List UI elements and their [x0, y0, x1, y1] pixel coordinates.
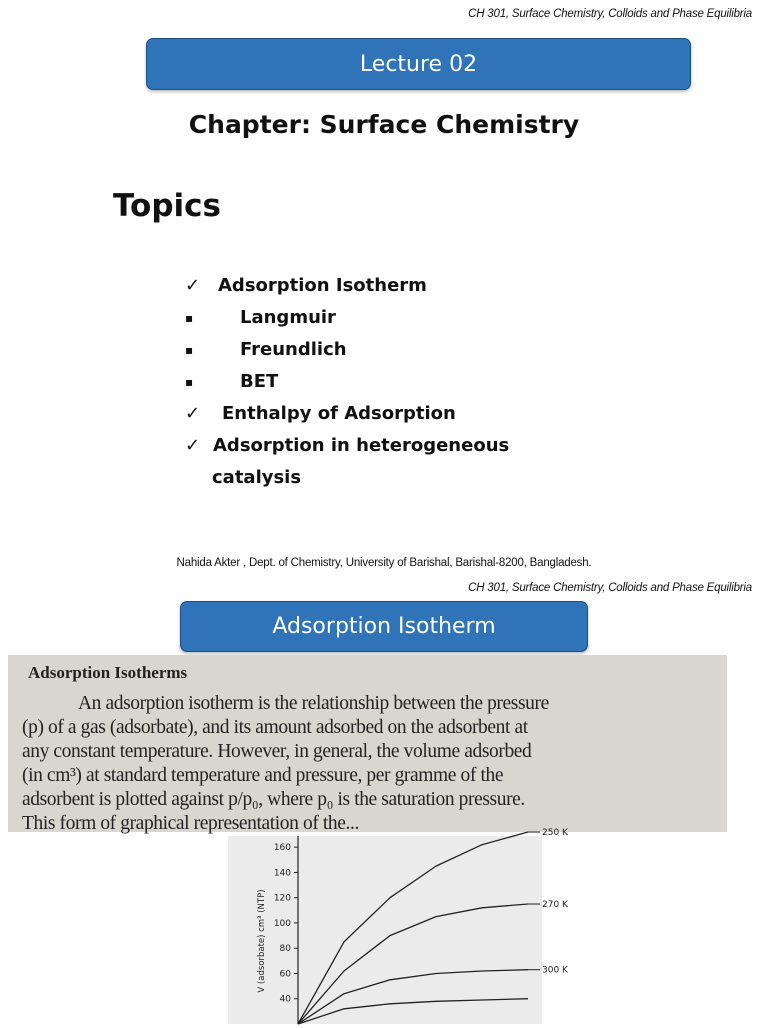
list-item	[185, 398, 605, 430]
y-tick-label: 160	[273, 843, 291, 854]
scanned-text-image	[8, 655, 727, 832]
square-bullet-icon: ▪	[185, 311, 194, 325]
y-tick-label: 120	[273, 893, 291, 904]
scan-line: (in cm³) at standard temperature and pressure, per gramme of the	[22, 765, 504, 786]
topics-list	[185, 270, 605, 494]
series-label: 300 K	[542, 965, 568, 976]
list-item	[185, 366, 605, 398]
list-item	[185, 430, 605, 462]
list-item-text: catalysis	[212, 467, 302, 488]
y-tick-label: 60	[279, 969, 291, 980]
list-item-text: Enthalpy of Adsorption	[222, 403, 456, 424]
series-line	[298, 970, 528, 1024]
list-item-text: Langmuir	[240, 307, 336, 328]
check-icon: ✓	[185, 403, 201, 424]
list-item	[185, 270, 605, 302]
y-tick-label: 80	[279, 944, 291, 955]
list-item-text: BET	[240, 371, 279, 392]
y-axis-label: V (adsorbate) cm³ (NTP)	[257, 889, 267, 993]
author-credit: Nahida Akter , Dept. of Chemistry, University of Barishal, Barishal-8200, Bangladesh.	[176, 557, 592, 569]
series-label: 250 K	[542, 828, 568, 839]
course-header: CH 301, Surface Chemistry, Colloids and Phase Equilibria	[468, 582, 752, 594]
y-tick-label: 100	[273, 918, 291, 929]
course-header: CH 301, Surface Chemistry, Colloids and Phase Equilibria	[468, 8, 752, 20]
list-item-text: Freundlich	[240, 339, 347, 360]
square-bullet-icon: ▪	[185, 343, 194, 357]
lecture-banner: Lecture 02	[146, 38, 691, 90]
isotherm-plot	[228, 828, 568, 1024]
y-tick-label: 40	[279, 994, 291, 1005]
scan-line: adsorbent is plotted against p/p₀, where p₀ is the saturation pressure.	[22, 789, 525, 810]
series-line	[298, 832, 528, 1024]
y-tick-label: 140	[273, 868, 291, 879]
check-icon: ✓	[185, 275, 201, 296]
scan-line: (p) of a gas (adsorbate), and its amount adsorbed on the adsorbent at	[22, 717, 528, 738]
series-line	[298, 904, 528, 1024]
chapter-title: Chapter: Surface Chemistry	[188, 110, 580, 139]
scan-line: any constant temperature. However, in general, the volume adsorbed	[22, 741, 532, 762]
scan-line: An adsorption isotherm is the relationship between the pressure	[78, 693, 549, 714]
scan-heading: Adsorption Isotherms	[28, 663, 188, 682]
list-item-text: Adsorption Isotherm	[218, 275, 427, 296]
list-item	[185, 334, 605, 366]
series-label: 270 K	[542, 900, 568, 911]
scan-line: This form of graphical representation of the...	[22, 813, 359, 834]
topics-heading: Topics	[113, 188, 221, 224]
list-item	[185, 462, 605, 494]
list-item-text: Adsorption in heterogeneous	[213, 435, 510, 456]
square-bullet-icon: ▪	[185, 375, 194, 389]
list-item	[185, 302, 605, 334]
check-icon: ✓	[185, 435, 201, 456]
series-line	[298, 999, 528, 1024]
isotherm-chart	[228, 828, 568, 1024]
section-banner: Adsorption Isotherm	[180, 601, 588, 652]
